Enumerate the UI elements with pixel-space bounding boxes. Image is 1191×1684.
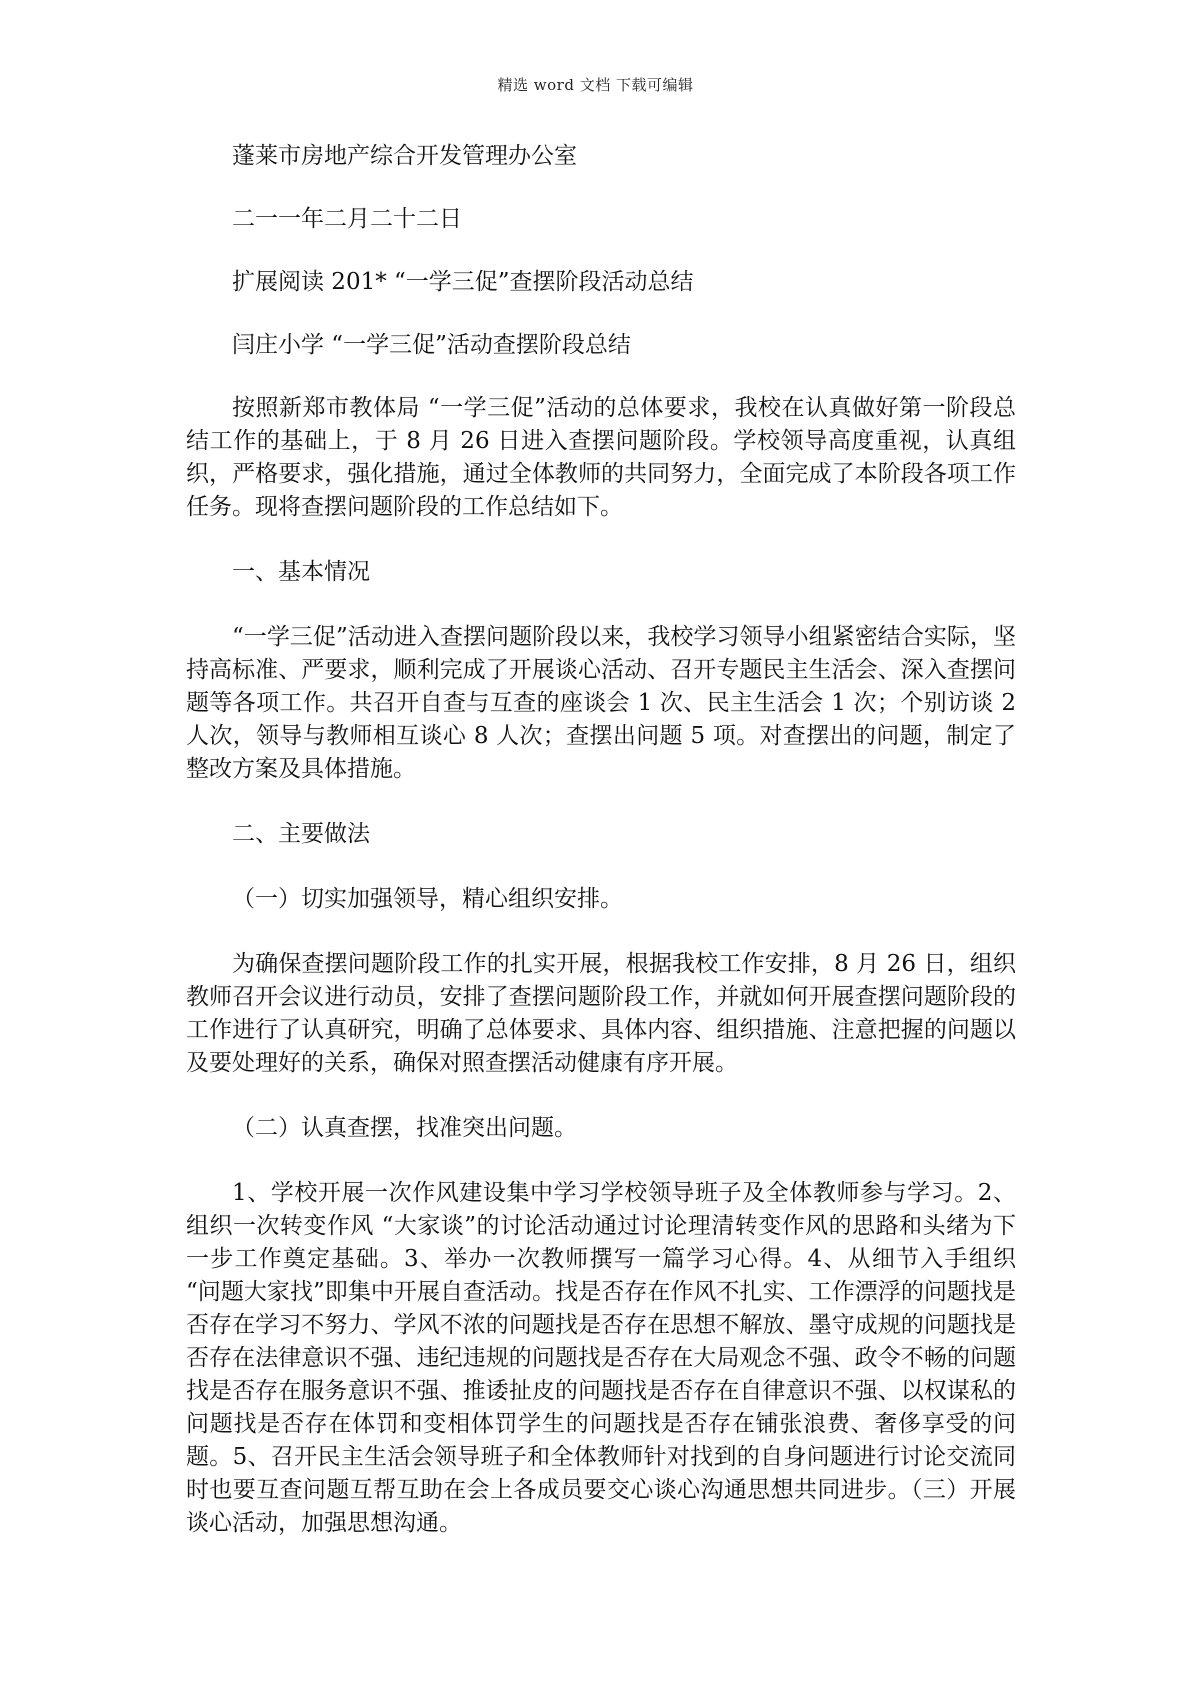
org-name-line: 蓬莱市房地产综合开发管理办公室	[232, 143, 577, 169]
subheading-inspection: （二）认真查摆，找准突出问题。	[232, 1115, 577, 1141]
intro-paragraph: 按照新郑市教体局 “一学三促”活动的总体要求，我校在认真做好第一阶段总结工作的基础上，于 8 月 26 日进入查摆问题阶段。学校领导高度重视，认真组织，严格要求，强化措施，通过全体教师的共同努力，全面完成了本阶段各项工作任务。现将查摆问题阶段的工作总结如下。	[186, 395, 1016, 520]
date-line: 二一一年二月二十二日	[232, 206, 462, 232]
document-body	[186, 140, 1016, 1540]
page-header: 精选 word 文档 下载可编辑	[497, 76, 694, 94]
section-heading-methods: 二、主要做法	[232, 821, 370, 847]
inspection-paragraph: 1、学校开展一次作风建设集中学习学校领导班子及全体教师参与学习。2、组织一次转变作风 “大家谈”的讨论活动通过讨论理清转变作风的思路和头绪为下一步工作奠定基础。3、举办一次教师撰写一篇学习心得。4、从细节入手组织 “问题大家找”即集中开展自查活动。找是否存在作风不扎实、工作漂浮的问题找是否存在学习不努力、学风不浓的问题找是否存在思想不解放、墨守成规的问题找是否存在法律意识不强、违纪违规的问题找是否存在大局观念不强、政令不畅的问题找是否存在服务意识不强、推诿扯皮的问题找是否存在自律意识不强、以权谋私的问题找是否存在体罚和变相体罚学生的问题找是否存在铺张浪费、奢侈享受的问题。5、召开民主生活会领导班子和全体教师针对找到的自身问题进行讨论交流同时也要互查问题互帮互助在会上各成员要交心谈心沟通思想共同进步。（三）开展谈心活动，加强思想沟通。	[186, 1180, 1016, 1536]
extended-reading-title: 扩展阅读 201* “一学三促”查摆阶段活动总结	[232, 269, 694, 295]
basic-situation-paragraph: “一学三促”活动进入查摆问题阶段以来，我校学习领导小组紧密结合实际，坚持高标准、严要求，顺利完成了开展谈心活动、召开专题民主生活会、深入查摆问题等各项工作。共召开自查与互查的座谈会 1 次、民主生活会 1 次；个别访谈 2 人次，领导与教师相互谈心 8 人次；查摆出问题 5 项。对查摆出的问题，制定了整改方案及具体措施。	[186, 624, 1016, 782]
leadership-paragraph: 为确保查摆问题阶段工作的扎实开展，根据我校工作安排，8 月 26 日，组织教师召开会议进行动员，安排了查摆问题阶段工作，并就如何开展查摆问题阶段的工作进行了认真研究，明确了总体要求、具体内容、组织措施、注意把握的问题以及要处理好的关系，确保对照查摆活动健康有序开展。	[186, 951, 1016, 1076]
summary-title: 闫庄小学 “一学三促”活动查摆阶段总结	[232, 332, 631, 358]
subheading-leadership: （一）切实加强领导，精心组织安排。	[232, 886, 623, 912]
section-heading-basic: 一、基本情况	[232, 559, 370, 585]
